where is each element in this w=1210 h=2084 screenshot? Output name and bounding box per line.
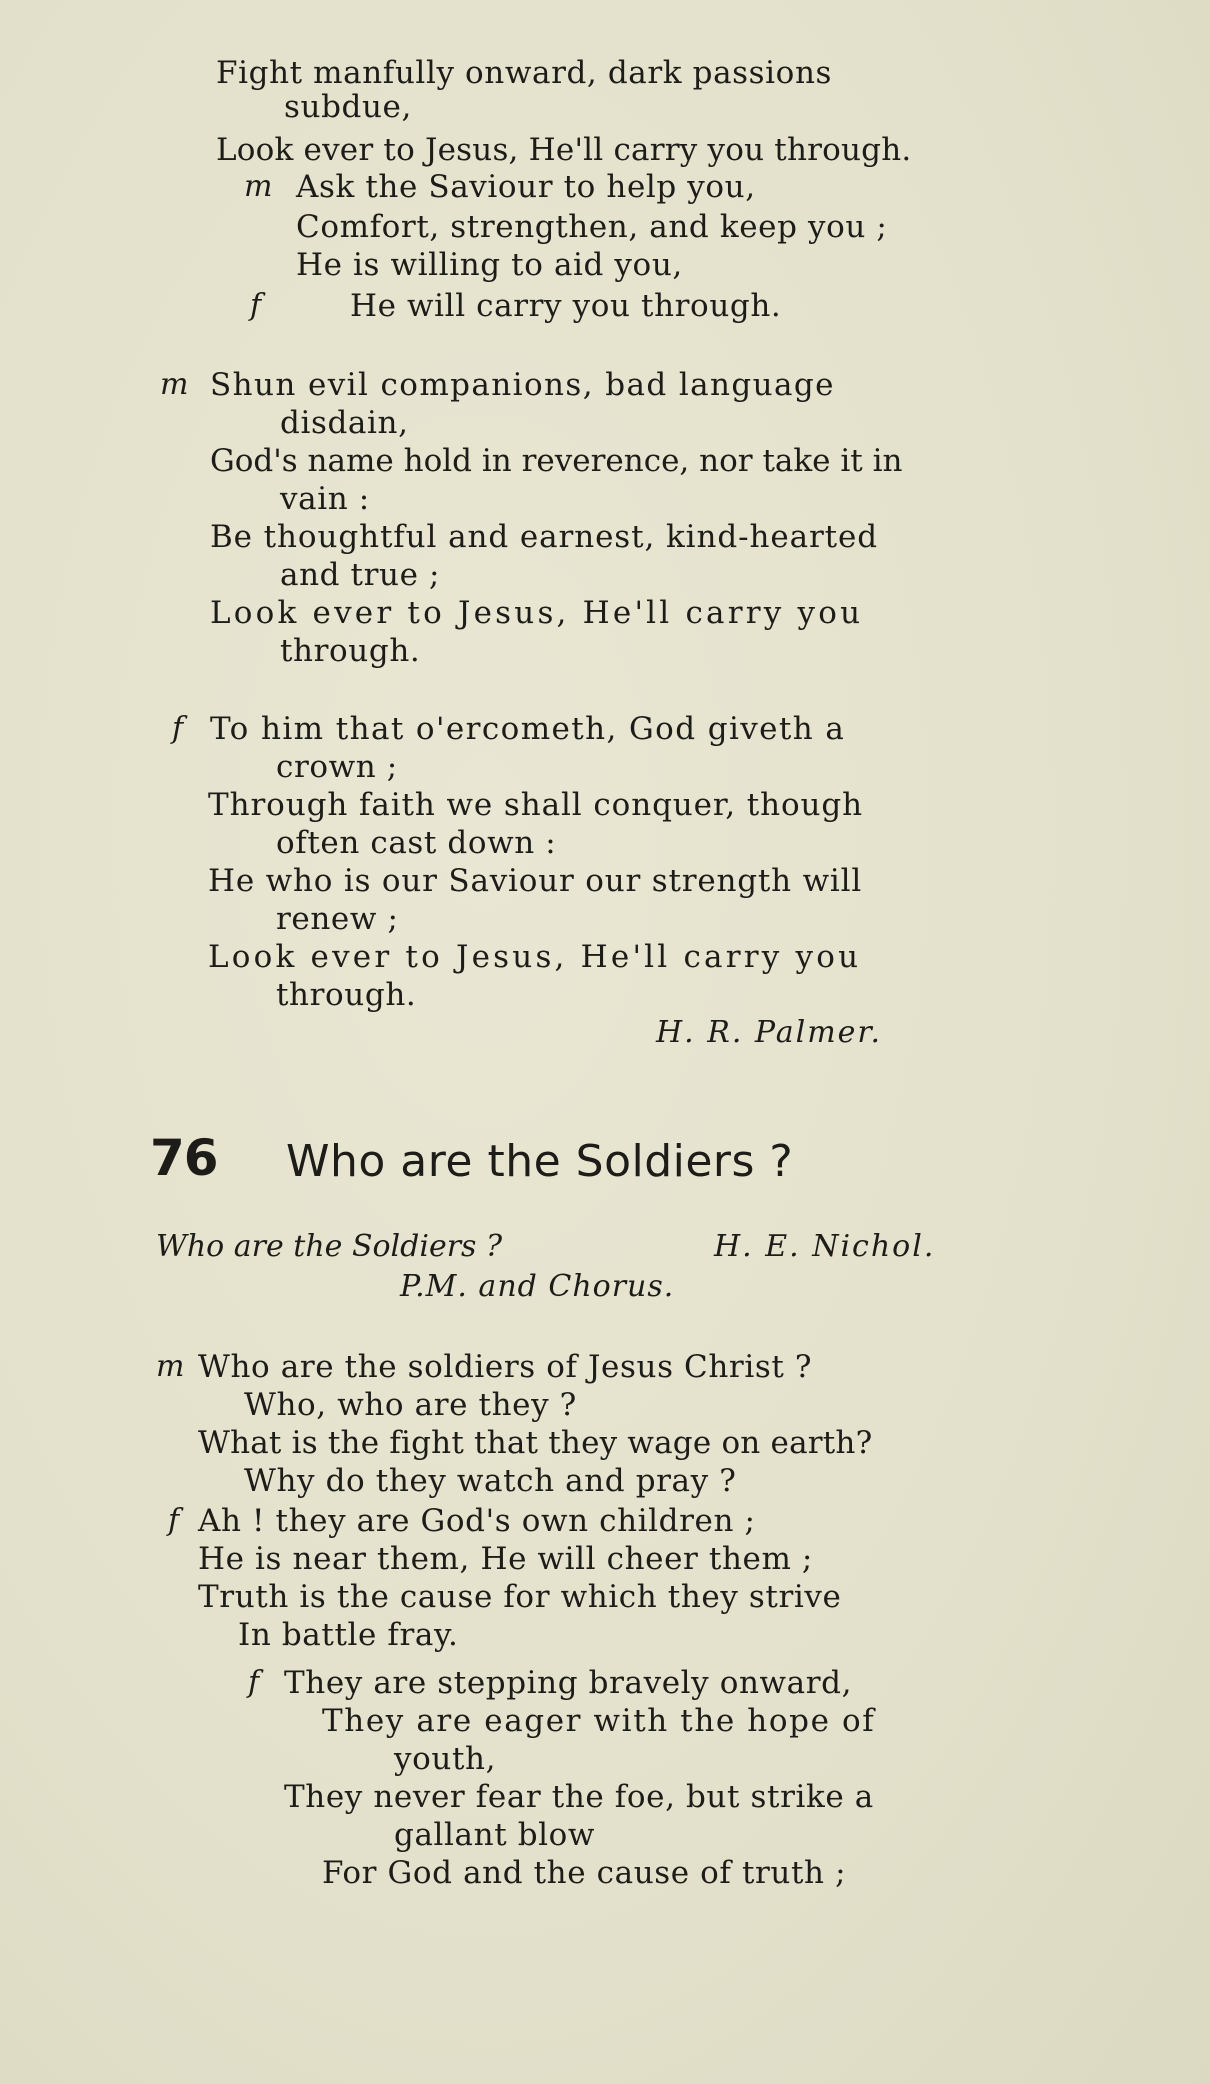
hymn75-v3-line4: vain :	[280, 481, 370, 517]
hymn76-v1-line6: He is near them, He will cheer them ;	[198, 1541, 813, 1577]
dynamic-mark-m: m	[160, 367, 189, 402]
dynamic-mark-m: m	[244, 169, 273, 204]
hymn75-v4-line8: through.	[276, 977, 417, 1013]
hymn75-v2-line2: subdue,	[284, 89, 412, 125]
hymn75-v4-line4: often cast down :	[276, 825, 557, 861]
dynamic-mark-f: f	[172, 711, 184, 746]
hymn76-v1-line4: Why do they watch and pray ?	[244, 1463, 737, 1499]
hymn75-v3-line5: Be thoughtful and earnest, kind-hearted	[210, 519, 879, 555]
hymn75-v3-line1: Shun evil companions, bad language	[210, 367, 835, 403]
hymn75-v4-line3: Through faith we shall conquer, though	[208, 787, 864, 823]
hymn75-v3-line3: God's name hold in reverence, nor take it in	[210, 443, 903, 479]
hymn76-v1-line7: Truth is the cause for which they strive	[198, 1579, 842, 1615]
hymn76-v1-line8: In battle fray.	[238, 1617, 459, 1653]
hymn75-v4-line1: To him that o'ercometh, God giveth a	[210, 711, 846, 747]
hymn75-v3-line8: through.	[280, 633, 421, 669]
hymn75-v2-chorus-line1: Ask the Saviour to help you,	[296, 169, 756, 205]
dynamic-mark-f: f	[250, 288, 262, 323]
hymn75-v3-line7: Look ever to Jesus, He'll carry you	[210, 595, 864, 631]
hymn75-v3-line2: disdain,	[280, 405, 409, 441]
hymn75-v4-line2: crown ;	[276, 749, 398, 785]
hymn76-chorus-line4: They never fear the foe, but strike a	[284, 1779, 874, 1815]
hymn75-v2-chorus-line2: Comfort, strengthen, and keep you ;	[296, 209, 888, 245]
hymn-number: 76	[150, 1129, 218, 1187]
hymn75-v4-line7: Look ever to Jesus, He'll carry you	[208, 939, 862, 975]
hymn75-v2-chorus-line4: He will carry you through.	[350, 288, 782, 324]
hymn76-chorus-line2: They are eager with the hope of	[322, 1703, 876, 1739]
hymn76-chorus-line6: For God and the cause of truth ;	[322, 1855, 847, 1891]
composer: H. E. Nichol.	[714, 1229, 936, 1264]
hymn76-chorus-line5: gallant blow	[394, 1817, 596, 1853]
tune-name: Who are the Soldiers ?	[156, 1229, 503, 1264]
hymn75-v4-line5: He who is our Saviour our strength will	[208, 863, 863, 899]
hymn75-v3-line6: and true ;	[280, 557, 441, 593]
hymn76-v1-line5: Ah ! they are God's own children ;	[198, 1503, 756, 1539]
dynamic-mark-f: f	[248, 1665, 260, 1700]
hymn75-v2-line3: Look ever to Jesus, He'll carry you through.	[216, 132, 912, 168]
hymn75-v2-chorus-line3: He is willing to aid you,	[296, 247, 683, 283]
hymn75-v2-line1: Fight manfully onward, dark passions	[216, 55, 833, 91]
hymn76-v1-line2: Who, who are they ?	[244, 1387, 577, 1423]
dynamic-mark-m: m	[156, 1349, 185, 1384]
hymn76-chorus-line1: They are stepping bravely onward,	[284, 1665, 853, 1701]
hymn-title: Who are the Soldiers ?	[286, 1136, 794, 1187]
dynamic-mark-f: f	[168, 1503, 180, 1538]
hymn76-chorus-line3: youth,	[394, 1741, 497, 1777]
hymn75-author: H. R. Palmer.	[656, 1015, 882, 1050]
meter: P.M. and Chorus.	[400, 1269, 675, 1304]
hymn75-v4-line6: renew ;	[276, 901, 399, 937]
hymn76-v1-line3: What is the fight that they wage on earth?	[198, 1425, 873, 1461]
hymn76-v1-line1: Who are the soldiers of Jesus Christ ?	[198, 1349, 813, 1385]
